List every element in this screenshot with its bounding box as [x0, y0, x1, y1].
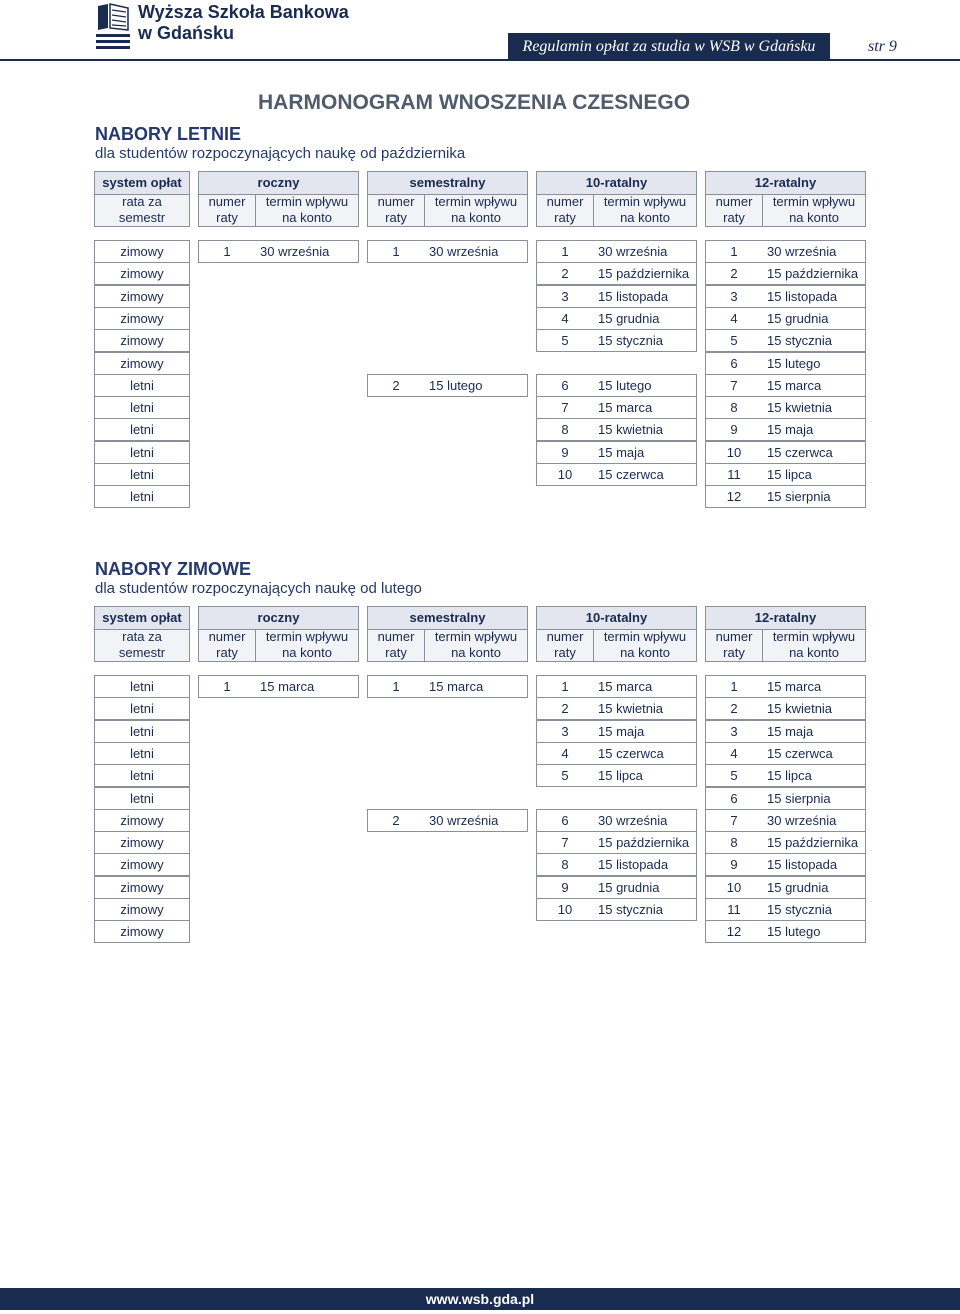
- installment-number: 2: [561, 701, 569, 716]
- schedule-cell: [705, 285, 866, 308]
- schedule-cell: [536, 307, 697, 330]
- school-name-line1: Wyższa Szkoła Bankowa: [138, 2, 349, 22]
- system-header-label: system opłat: [95, 607, 189, 630]
- rata-header-line2: semestr: [118, 210, 166, 225]
- installment-number: 4: [561, 746, 569, 761]
- rata-cell: zimowy: [94, 876, 190, 899]
- installment-number: 11: [727, 467, 741, 482]
- installment-number: 11: [727, 902, 741, 917]
- installment-number: 2: [561, 266, 569, 281]
- schedule-cell: [536, 374, 697, 397]
- section-subtitle: dla studentów rozpoczynających naukę od lutego: [95, 580, 422, 597]
- numer-header-line1: numer: [546, 629, 584, 644]
- installment-number: 1: [223, 679, 231, 694]
- rata-cell: letni: [94, 463, 190, 486]
- section-subtitle: dla studentów rozpoczynających naukę od października: [95, 145, 466, 162]
- termin-header-line1: termin wpływu: [772, 629, 856, 644]
- installment-number: 10: [557, 467, 573, 482]
- installment-number: 3: [730, 724, 738, 739]
- rata-cell: letni: [94, 742, 190, 765]
- schedule-cell: [705, 441, 866, 464]
- payment-deadline: 15 stycznia: [767, 902, 833, 917]
- payment-deadline: 15 sierpnia: [767, 791, 831, 806]
- schedule-cell: [705, 329, 866, 352]
- numer-header-line1: numer: [208, 629, 246, 644]
- installment-number: 9: [730, 422, 738, 437]
- installment-number: 8: [561, 422, 569, 437]
- numer-header-line2: raty: [216, 210, 238, 225]
- rata-cell: zimowy: [94, 831, 190, 854]
- schedule-cell: [705, 720, 866, 743]
- numer-header-line2: raty: [723, 210, 745, 225]
- installment-number: 3: [561, 289, 569, 304]
- schedule-cell: [536, 285, 697, 308]
- rata-cell: letni: [94, 764, 190, 787]
- schedule-cell: [705, 787, 866, 810]
- termin-header-line2: na konto: [282, 645, 332, 660]
- installment-number: 1: [223, 244, 231, 259]
- installment-number: 8: [730, 835, 738, 850]
- payment-deadline: 30 września: [598, 813, 668, 828]
- schedule-cell: [705, 418, 866, 441]
- schedule-cell: [536, 329, 697, 352]
- rata-cell: zimowy: [94, 352, 190, 375]
- rata-header: [95, 629, 189, 661]
- installment-number: 7: [561, 400, 569, 415]
- system-header: [94, 171, 190, 227]
- installment-number: 7: [561, 835, 569, 850]
- payment-deadline: 15 marca: [598, 400, 653, 415]
- payment-deadline: 15 kwietnia: [767, 701, 833, 716]
- rata-header-line1: rata za: [122, 629, 162, 644]
- schedule-cell: [705, 764, 866, 787]
- payment-deadline: 15 sierpnia: [767, 489, 831, 504]
- payment-deadline: 30 września: [767, 813, 837, 828]
- termin-header-line1: termin wpływu: [265, 629, 349, 644]
- group-header: [198, 606, 359, 662]
- header-divider: [0, 59, 960, 61]
- schedule-cell: [367, 809, 528, 832]
- installment-number: 1: [730, 244, 738, 259]
- schedule-cell: [705, 920, 866, 943]
- termin-header-line1: termin wpływu: [772, 194, 856, 209]
- group-header: [198, 171, 359, 227]
- rata-cell: zimowy: [94, 898, 190, 921]
- numer-header: [537, 194, 593, 226]
- payment-deadline: 15 listopada: [598, 289, 669, 304]
- schedule-cell: [367, 240, 528, 263]
- installment-number: 6: [561, 378, 569, 393]
- payment-deadline: 15 lutego: [767, 924, 821, 939]
- schedule-cell: [536, 720, 697, 743]
- schedule-cell: [198, 240, 359, 263]
- document-banner: Regulamin opłat za studia w WSB w Gdańsku: [508, 33, 830, 60]
- installment-number: 9: [730, 857, 738, 872]
- payment-deadline: 15 czerwca: [598, 746, 664, 761]
- installment-number: 3: [561, 724, 569, 739]
- schedule-cell: [536, 898, 697, 921]
- installment-number: 5: [561, 333, 569, 348]
- payment-deadline: 15 listopada: [767, 857, 838, 872]
- termin-header-line1: termin wpływu: [434, 629, 518, 644]
- installment-number: 12: [726, 489, 742, 504]
- group-header-label: roczny: [199, 607, 358, 630]
- payment-deadline: 15 czerwca: [767, 445, 833, 460]
- section-title: NABORY ZIMOWE: [95, 559, 251, 579]
- numer-header-line1: numer: [715, 629, 753, 644]
- rata-cell: zimowy: [94, 853, 190, 876]
- system-header: [94, 606, 190, 662]
- schedule-cell: [536, 697, 697, 720]
- payment-deadline: 15 kwietnia: [767, 400, 833, 415]
- rata-header-line2: semestr: [118, 645, 166, 660]
- payment-deadline: 15 marca: [260, 679, 315, 694]
- group-header: [367, 171, 528, 227]
- installment-number: 1: [561, 244, 569, 259]
- installment-number: 8: [561, 857, 569, 872]
- payment-deadline: 30 września: [429, 244, 499, 259]
- schedule-cell: [536, 831, 697, 854]
- termin-header: [763, 194, 865, 226]
- schedule-cell: [705, 876, 866, 899]
- schedule-cell: [705, 374, 866, 397]
- payment-deadline: 30 września: [598, 244, 668, 259]
- numer-header: [706, 194, 762, 226]
- termin-header-line2: na konto: [620, 210, 670, 225]
- section-title: NABORY LETNIE: [95, 124, 242, 144]
- payment-deadline: 15 grudnia: [598, 311, 660, 326]
- payment-deadline: 15 grudnia: [767, 880, 829, 895]
- installment-number: 12: [726, 924, 742, 939]
- rata-cell: zimowy: [94, 920, 190, 943]
- installment-number: 10: [557, 902, 573, 917]
- numer-header: [368, 194, 424, 226]
- payment-deadline: 15 stycznia: [598, 902, 664, 917]
- rata-cell: letni: [94, 675, 190, 698]
- termin-header-line1: termin wpływu: [603, 629, 687, 644]
- schedule-cell: [705, 352, 866, 375]
- payment-deadline: 15 maja: [598, 445, 645, 460]
- installment-number: 6: [561, 813, 569, 828]
- numer-header-line2: raty: [723, 645, 745, 660]
- document-title: HARMONOGRAM WNOSZENIA CZESNEGO: [258, 91, 691, 114]
- payment-deadline: 15 października: [767, 266, 859, 281]
- payment-deadline: 15 lutego: [767, 356, 821, 371]
- rata-cell: letni: [94, 396, 190, 419]
- numer-header: [706, 629, 762, 661]
- schedule-cell: [705, 898, 866, 921]
- group-header-label: semestralny: [368, 172, 527, 195]
- group-header: [536, 606, 697, 662]
- installment-number: 4: [561, 311, 569, 326]
- numer-header-line2: raty: [554, 645, 576, 660]
- schedule-cell: [367, 374, 528, 397]
- payment-deadline: 15 grudnia: [767, 311, 829, 326]
- termin-header-line1: termin wpływu: [434, 194, 518, 209]
- payment-deadline: 15 listopada: [598, 857, 669, 872]
- termin-header-line2: na konto: [282, 210, 332, 225]
- payment-deadline: 15 listopada: [767, 289, 838, 304]
- numer-header-line2: raty: [554, 210, 576, 225]
- page-number: str 9: [868, 38, 897, 55]
- numer-header: [199, 194, 255, 226]
- group-header-label: 10-ratalny: [537, 607, 696, 630]
- group-header: [367, 606, 528, 662]
- schedule-cell: [705, 463, 866, 486]
- rata-cell: zimowy: [94, 329, 190, 352]
- group-header: [705, 606, 866, 662]
- termin-header: [594, 194, 696, 226]
- schedule-cell: [198, 675, 359, 698]
- group-header-label: 10-ratalny: [537, 172, 696, 195]
- installment-number: 1: [392, 679, 400, 694]
- payment-deadline: 15 marca: [767, 378, 822, 393]
- payment-deadline: 15 kwietnia: [598, 422, 664, 437]
- rata-cell: zimowy: [94, 809, 190, 832]
- schedule-cell: [536, 742, 697, 765]
- schedule-cell: [536, 418, 697, 441]
- installment-number: 6: [730, 791, 738, 806]
- schedule-cell: [536, 441, 697, 464]
- termin-header: [594, 629, 696, 661]
- installment-number: 3: [730, 289, 738, 304]
- rata-cell: zimowy: [94, 240, 190, 263]
- schedule-cell: [705, 831, 866, 854]
- installment-number: 1: [392, 244, 400, 259]
- numer-header: [199, 629, 255, 661]
- schedule-cell: [536, 396, 697, 419]
- rata-cell: letni: [94, 720, 190, 743]
- installment-number: 4: [730, 746, 738, 761]
- payment-deadline: 15 maja: [767, 422, 814, 437]
- termin-header: [425, 194, 527, 226]
- school-name-line2: w Gdańsku: [138, 23, 235, 43]
- installment-number: 1: [561, 679, 569, 694]
- payment-deadline: 15 października: [598, 266, 690, 281]
- numer-header: [537, 629, 593, 661]
- termin-header-line2: na konto: [789, 210, 839, 225]
- payment-deadline: 15 marca: [598, 679, 653, 694]
- termin-header-line2: na konto: [451, 210, 501, 225]
- rata-cell: letni: [94, 374, 190, 397]
- schedule-cell: [536, 262, 697, 285]
- payment-deadline: 15 lipca: [598, 768, 643, 783]
- installment-number: 5: [561, 768, 569, 783]
- schedule-cell: [705, 809, 866, 832]
- schedule-cell: [536, 809, 697, 832]
- payment-deadline: 15 maja: [767, 724, 814, 739]
- payment-deadline: 15 czerwca: [598, 467, 664, 482]
- installment-number: 5: [730, 768, 738, 783]
- footer-url[interactable]: www.wsb.gda.pl: [0, 1288, 960, 1310]
- installment-number: 1: [730, 679, 738, 694]
- school-name: [138, 2, 349, 44]
- page-header: [0, 0, 960, 62]
- installment-number: 10: [726, 880, 742, 895]
- group-header-label: 12-ratalny: [706, 172, 865, 195]
- schedule-cell: [705, 307, 866, 330]
- numer-header-line1: numer: [546, 194, 584, 209]
- installment-number: 9: [561, 880, 569, 895]
- schedule-cell: [536, 876, 697, 899]
- installment-number: 2: [730, 266, 738, 281]
- numer-header-line1: numer: [377, 194, 415, 209]
- termin-header: [425, 629, 527, 661]
- payment-deadline: 30 września: [260, 244, 330, 259]
- termin-header: [256, 629, 358, 661]
- installment-number: 10: [726, 445, 742, 460]
- schedule-cell: [536, 240, 697, 263]
- termin-header: [256, 194, 358, 226]
- schedule-cell: [705, 742, 866, 765]
- rata-cell: letni: [94, 787, 190, 810]
- installment-number: 8: [730, 400, 738, 415]
- installment-number: 7: [730, 378, 738, 393]
- rata-cell: letni: [94, 485, 190, 508]
- group-header-label: semestralny: [368, 607, 527, 630]
- numer-header-line1: numer: [715, 194, 753, 209]
- schedule-cell: [705, 396, 866, 419]
- payment-deadline: 30 września: [429, 813, 499, 828]
- schedule-cell: [536, 463, 697, 486]
- schedule-cell: [705, 485, 866, 508]
- payment-deadline: 15 kwietnia: [598, 701, 664, 716]
- payment-deadline: 15 października: [598, 835, 690, 850]
- schedule-cell: [536, 853, 697, 876]
- payment-deadline: 15 marca: [767, 679, 822, 694]
- payment-deadline: 15 lutego: [598, 378, 652, 393]
- schedule-cell: [367, 675, 528, 698]
- installment-number: 2: [392, 378, 400, 393]
- schedule-cell: [536, 764, 697, 787]
- rata-cell: zimowy: [94, 285, 190, 308]
- termin-header-line2: na konto: [620, 645, 670, 660]
- rata-cell: letni: [94, 418, 190, 441]
- group-header: [705, 171, 866, 227]
- installment-number: 7: [730, 813, 738, 828]
- termin-header: [763, 629, 865, 661]
- payment-deadline: 15 lipca: [767, 768, 812, 783]
- schedule-cell: [705, 240, 866, 263]
- termin-header-line2: na konto: [789, 645, 839, 660]
- payment-deadline: 15 lipca: [767, 467, 812, 482]
- installment-number: 5: [730, 333, 738, 348]
- payment-deadline: 15 lutego: [429, 378, 483, 393]
- installment-number: 2: [392, 813, 400, 828]
- rata-header: [95, 194, 189, 226]
- payment-deadline: 15 stycznia: [598, 333, 664, 348]
- schedule-cell: [705, 853, 866, 876]
- numer-header: [368, 629, 424, 661]
- system-header-label: system opłat: [95, 172, 189, 195]
- schedule-cell: [705, 675, 866, 698]
- rata-cell: letni: [94, 441, 190, 464]
- payment-deadline: 15 maja: [598, 724, 645, 739]
- schedule-cell: [536, 675, 697, 698]
- installment-number: 6: [730, 356, 738, 371]
- numer-header-line2: raty: [216, 645, 238, 660]
- payment-deadline: 15 października: [767, 835, 859, 850]
- payment-deadline: 30 września: [767, 244, 837, 259]
- rata-header-line1: rata za: [122, 194, 162, 209]
- group-header-label: roczny: [199, 172, 358, 195]
- installment-number: 2: [730, 701, 738, 716]
- payment-deadline: 15 czerwca: [767, 746, 833, 761]
- numer-header-line2: raty: [385, 210, 407, 225]
- group-header-label: 12-ratalny: [706, 607, 865, 630]
- payment-deadline: 15 stycznia: [767, 333, 833, 348]
- numer-header-line1: numer: [208, 194, 246, 209]
- schedule-cell: [705, 697, 866, 720]
- termin-header-line1: termin wpływu: [603, 194, 687, 209]
- rata-cell: zimowy: [94, 307, 190, 330]
- termin-header-line1: termin wpływu: [265, 194, 349, 209]
- installment-number: 4: [730, 311, 738, 326]
- installment-number: 9: [561, 445, 569, 460]
- group-header: [536, 171, 697, 227]
- rata-cell: zimowy: [94, 262, 190, 285]
- schedule-cell: [705, 262, 866, 285]
- school-logo-icon: [94, 2, 132, 52]
- rata-cell: letni: [94, 697, 190, 720]
- numer-header-line2: raty: [385, 645, 407, 660]
- payment-deadline: 15 marca: [429, 679, 484, 694]
- numer-header-line1: numer: [377, 629, 415, 644]
- payment-deadline: 15 grudnia: [598, 880, 660, 895]
- termin-header-line2: na konto: [451, 645, 501, 660]
